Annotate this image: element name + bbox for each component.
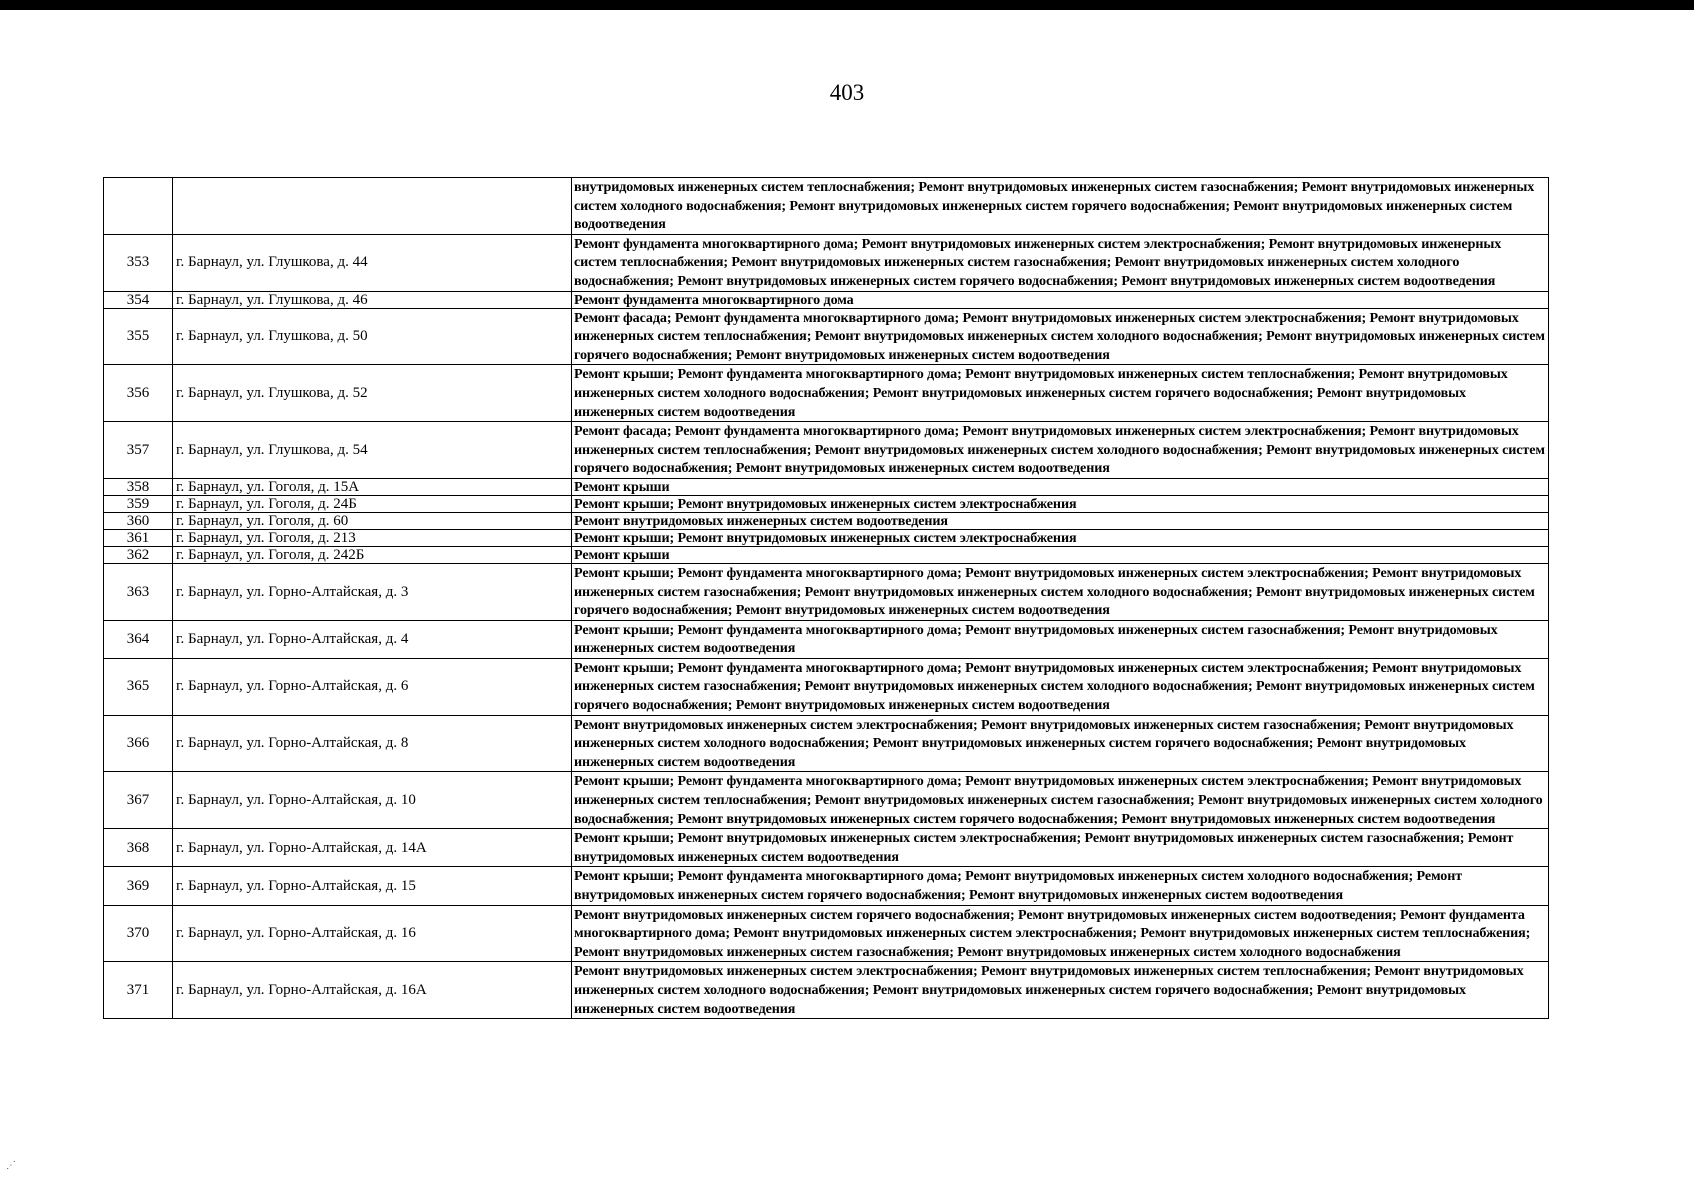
row-works: Ремонт фасада; Ремонт фундамента многоквартирного дома; Ремонт внутридомовых инженерных систем электроснабжения; Ремонт внутридомовых инженерных систем теплоснабжения; Ремонт внутридомовых инженерных систем холодного водоснабжения; Ремонт внутридомовых инженерных систем горячего водоснабжения; Ремонт внутридомовых инженерных систем водоотведения [572,308,1549,365]
row-number: 363 [104,563,173,620]
row-address: г. Барнаул, ул. Горно-Алтайская, д. 6 [173,658,572,715]
row-address: г. Барнаул, ул. Глушкова, д. 50 [173,308,572,365]
row-address: г. Барнаул, ул. Гоголя, д. 15А [173,478,572,495]
row-number: 358 [104,478,173,495]
row-address: г. Барнаул, ул. Горно-Алтайская, д. 10 [173,772,572,829]
row-works: Ремонт внутридомовых инженерных систем горячего водоснабжения; Ремонт внутридомовых инженерных систем водоотведения; Ремонт фундамента многоквартирного дома; Ремонт внутридомовых инженерных систем электроснабжения; Ремонт внутридомовых инженерных систем теплоснабжения; Ремонт внутридомовых инженерных систем газоснабжения; Ремонт внутридомовых инженерных систем холодного водоснабжения [572,905,1549,962]
row-address: г. Барнаул, ул. Глушкова, д. 44 [173,234,572,291]
row-works: Ремонт внутридомовых инженерных систем водоотведения [572,512,1549,529]
table-row [104,772,1549,829]
repair-works-table [103,177,1549,1019]
row-address: г. Барнаул, ул. Глушкова, д. 52 [173,365,572,422]
table-row [104,867,1549,905]
row-number: 357 [104,422,173,479]
row-address: г. Барнаул, ул. Гоголя, д. 242Б [173,546,572,563]
row-address: г. Барнаул, ул. Горно-Алтайская, д. 3 [173,563,572,620]
scan-artifact-mark: ⋰ [6,1160,16,1171]
row-number: 355 [104,308,173,365]
table-row [104,478,1549,495]
row-works: Ремонт внутридомовых инженерных систем электроснабжения; Ремонт внутридомовых инженерных систем теплоснабжения; Ремонт внутридомовых инженерных систем холодного водоснабжения; Ремонт внутридомовых инженерных систем горячего водоснабжения; Ремонт внутридомовых инженерных систем водоотведения [572,962,1549,1019]
row-works: Ремонт крыши; Ремонт фундамента многоквартирного дома; Ремонт внутридомовых инженерных систем холодного водоснабжения; Ремонт внутридомовых инженерных систем горячего водоснабжения; Ремонт внутридомовых инженерных систем водоотведения [572,867,1549,905]
row-works: Ремонт крыши; Ремонт фундамента многоквартирного дома; Ремонт внутридомовых инженерных систем электроснабжения; Ремонт внутридомовых инженерных систем газоснабжения; Ремонт внутридомовых инженерных систем холодного водоснабжения; Ремонт внутридомовых инженерных систем горячего водоснабжения; Ремонт внутридомовых инженерных систем водоотведения [572,563,1549,620]
row-works: Ремонт крыши; Ремонт фундамента многоквартирного дома; Ремонт внутридомовых инженерных систем теплоснабжения; Ремонт внутридомовых инженерных систем холодного водоснабжения; Ремонт внутридомовых инженерных систем горячего водоснабжения; Ремонт внутридомовых инженерных систем водоотведения [572,365,1549,422]
scan-top-border [0,0,1694,10]
table-row [104,178,1549,235]
row-number: 365 [104,658,173,715]
row-works: Ремонт крыши [572,478,1549,495]
row-number: 354 [104,291,173,308]
row-number: 360 [104,512,173,529]
table-row [104,962,1549,1019]
row-number: 364 [104,620,173,658]
row-number: 369 [104,867,173,905]
table-row [104,291,1549,308]
row-works: Ремонт крыши; Ремонт фундамента многоквартирного дома; Ремонт внутридомовых инженерных систем электроснабжения; Ремонт внутридомовых инженерных систем теплоснабжения; Ремонт внутридомовых инженерных систем газоснабжения; Ремонт внутридомовых инженерных систем холодного водоснабжения; Ремонт внутридомовых инженерных систем горячего водоснабжения; Ремонт внутридомовых инженерных систем водоотведения [572,772,1549,829]
row-number: 368 [104,829,173,867]
row-works: внутридомовых инженерных систем теплоснабжения; Ремонт внутридомовых инженерных систем газоснабжения; Ремонт внутридомовых инженерных систем холодного водоснабжения; Ремонт внутридомовых инженерных систем горячего водоснабжения; Ремонт внутридомовых инженерных систем водоотведения [572,178,1549,235]
table-row [104,234,1549,291]
row-number: 359 [104,495,173,512]
row-address: г. Барнаул, ул. Горно-Алтайская, д. 16А [173,962,572,1019]
row-number [104,178,173,235]
row-number: 370 [104,905,173,962]
row-address: г. Барнаул, ул. Горно-Алтайская, д. 4 [173,620,572,658]
row-address: г. Барнаул, ул. Гоголя, д. 60 [173,512,572,529]
table-row [104,546,1549,563]
row-address: г. Барнаул, ул. Горно-Алтайская, д. 8 [173,715,572,772]
page-number: 403 [829,80,865,105]
table-row [104,563,1549,620]
table-row [104,715,1549,772]
row-address [173,178,572,235]
row-works: Ремонт крыши; Ремонт внутридомовых инженерных систем электроснабжения [572,529,1549,546]
row-works: Ремонт крыши; Ремонт внутридомовых инженерных систем электроснабжения [572,495,1549,512]
row-works: Ремонт крыши; Ремонт фундамента многоквартирного дома; Ремонт внутридомовых инженерных систем газоснабжения; Ремонт внутридомовых инженерных систем водоотведения [572,620,1549,658]
row-works: Ремонт крыши [572,546,1549,563]
table-row [104,905,1549,962]
row-works: Ремонт крыши; Ремонт фундамента многоквартирного дома; Ремонт внутридомовых инженерных систем электроснабжения; Ремонт внутридомовых инженерных систем газоснабжения; Ремонт внутридомовых инженерных систем холодного водоснабжения; Ремонт внутридомовых инженерных систем горячего водоснабжения; Ремонт внутридомовых инженерных систем водоотведения [572,658,1549,715]
table-row [104,365,1549,422]
row-address: г. Барнаул, ул. Глушкова, д. 54 [173,422,572,479]
row-works: Ремонт фундамента многоквартирного дома; Ремонт внутридомовых инженерных систем электроснабжения; Ремонт внутридомовых инженерных систем теплоснабжения; Ремонт внутридомовых инженерных систем газоснабжения; Ремонт внутридомовых инженерных систем холодного водоснабжения; Ремонт внутридомовых инженерных систем горячего водоснабжения; Ремонт внутридомовых инженерных систем водоотведения [572,234,1549,291]
row-number: 353 [104,234,173,291]
table-row [104,495,1549,512]
row-number: 367 [104,772,173,829]
row-number: 371 [104,962,173,1019]
row-number: 361 [104,529,173,546]
row-address: г. Барнаул, ул. Горно-Алтайская, д. 14А [173,829,572,867]
row-works: Ремонт фасада; Ремонт фундамента многоквартирного дома; Ремонт внутридомовых инженерных систем электроснабжения; Ремонт внутридомовых инженерных систем теплоснабжения; Ремонт внутридомовых инженерных систем холодного водоснабжения; Ремонт внутридомовых инженерных систем горячего водоснабжения; Ремонт внутридомовых инженерных систем водоотведения [572,422,1549,479]
row-address: г. Барнаул, ул. Горно-Алтайская, д. 15 [173,867,572,905]
table-row [104,422,1549,479]
row-number: 366 [104,715,173,772]
row-address: г. Барнаул, ул. Глушкова, д. 46 [173,291,572,308]
table-row [104,529,1549,546]
table-row [104,620,1549,658]
row-address: г. Барнаул, ул. Гоголя, д. 24Б [173,495,572,512]
table-row [104,829,1549,867]
table-body [104,178,1549,1019]
row-works: Ремонт фундамента многоквартирного дома [572,291,1549,308]
row-works: Ремонт внутридомовых инженерных систем электроснабжения; Ремонт внутридомовых инженерных систем газоснабжения; Ремонт внутридомовых инженерных систем холодного водоснабжения; Ремонт внутридомовых инженерных систем горячего водоснабжения; Ремонт внутридомовых инженерных систем водоотведения [572,715,1549,772]
row-address: г. Барнаул, ул. Гоголя, д. 213 [173,529,572,546]
row-number: 356 [104,365,173,422]
table-row [104,658,1549,715]
row-number: 362 [104,546,173,563]
row-address: г. Барнаул, ул. Горно-Алтайская, д. 16 [173,905,572,962]
table-row [104,308,1549,365]
table-row [104,512,1549,529]
row-works: Ремонт крыши; Ремонт внутридомовых инженерных систем электроснабжения; Ремонт внутридомовых инженерных систем газоснабжения; Ремонт внутридомовых инженерных систем водоотведения [572,829,1549,867]
